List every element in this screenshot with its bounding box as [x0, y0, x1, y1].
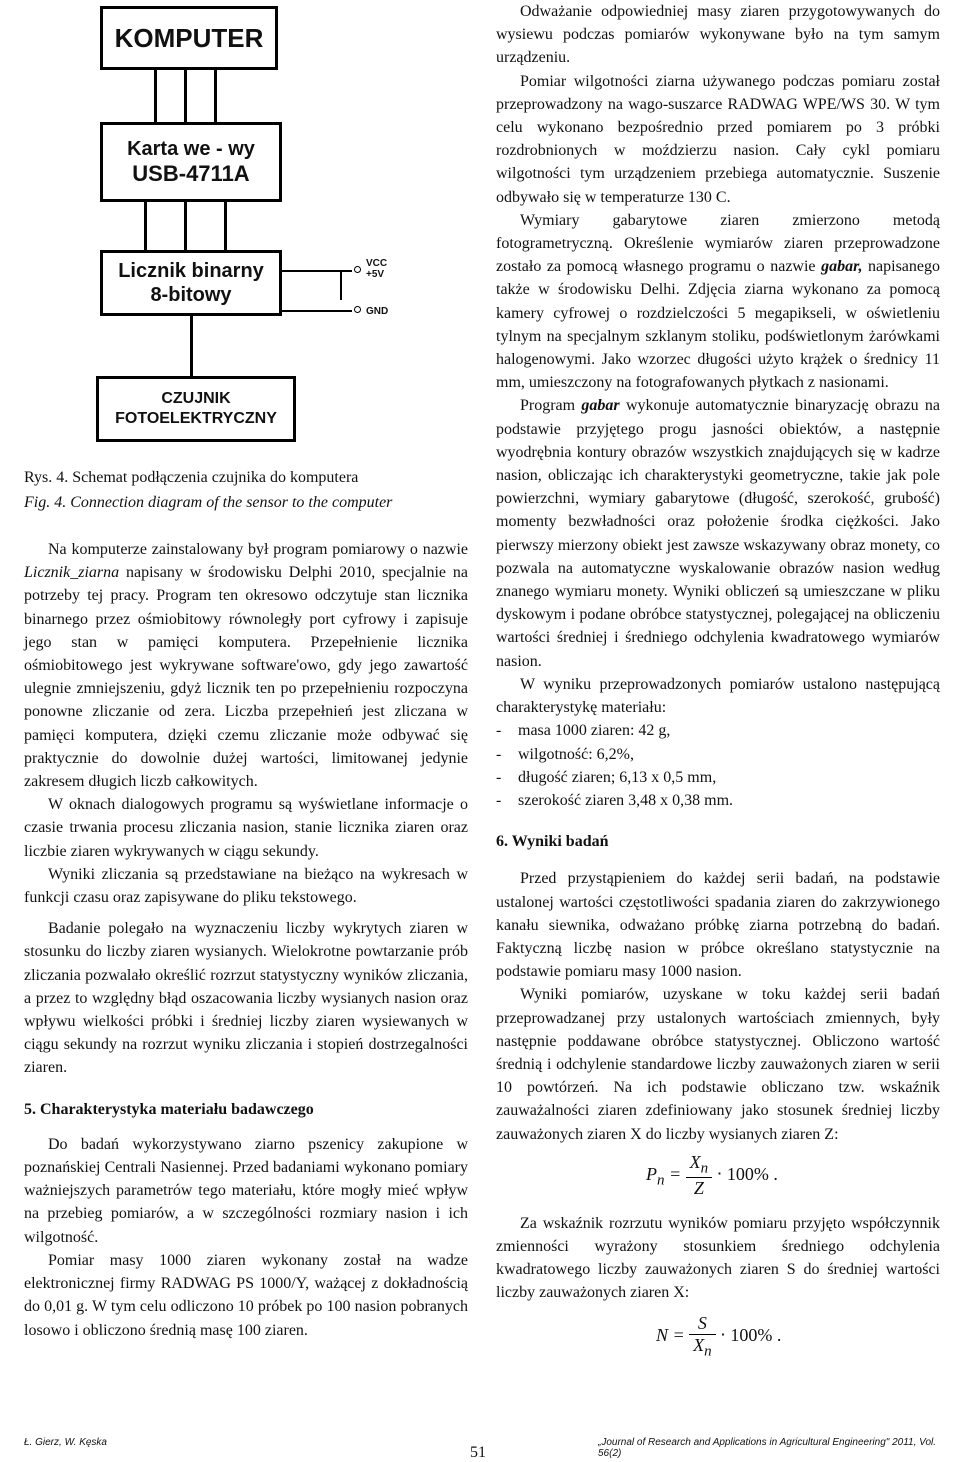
paragraph: Pomiar masy 1000 ziaren wykonany został na wadze elektronicznej firmy RADWAG PS 1000/Y, ważącej z dokładnością do 0,01 g. W tym celu odliczono 10 próbek po 100 nasion pobranych losowo i obliczono średnią masę 100 ziaren.: [24, 1251, 468, 1339]
gnd-label: GND: [366, 306, 389, 317]
sensor-label-2: FOTOELEKTRYCZNY: [115, 410, 277, 427]
connector-line: [184, 70, 187, 122]
footer-journal: „Journal of Research and Applications in Agricultural Engineering" 2011, Vol. 56(2): [598, 1437, 937, 1459]
list-item: - wilgotność: 6,2%,: [496, 743, 940, 766]
paragraph: W wyniku przeprowadzonych pomiarów ustalono następującą charakterystykę materiału:: [496, 675, 940, 717]
vcc-wire: [340, 270, 342, 300]
connector-line: [154, 70, 157, 122]
connection-diagram: [96, 0, 436, 445]
connector-line: [214, 70, 217, 122]
io-card-label-1: Karta we - wy: [127, 138, 255, 160]
formula-n: N = $\frac{S}{X_n}$ ⋅ 100% .: [656, 1312, 782, 1360]
vcc-wire: [340, 270, 352, 272]
footer-authors: Ł. Gierz, W. Kęska: [24, 1437, 107, 1448]
paragraph: Wyniki zliczania są przedstawiane na bieżąco na wykresach w funkcji czasu oraz zapisywane do pliku tekstowego.: [24, 865, 468, 907]
connector-line: [224, 202, 227, 250]
gnd-terminal: [354, 306, 361, 313]
list-item: - masa 1000 ziaren: 42 g,: [496, 719, 940, 742]
right-column: [496, 0, 940, 1373]
paragraph: Przed przystąpieniem do każdej serii badań, na podstawie ustalonej wartości częstotliwości spadania ziaren do zakrzywionego kanału siewnika, odważano próbkę ziarna potrzebną do badań. Faktyczną liczbę nasion w próbce określano statystycznie na podstawie pomiaru masy 1000 nasion.: [496, 870, 940, 981]
page-number: 51: [470, 1444, 486, 1461]
left-column: [24, 538, 468, 1342]
sensor-label-1: CZUJNIK: [161, 390, 231, 407]
paragraph: Na komputerze zainstalowany był program pomiarowy o nazwie Licznik_ziarna napisany w środowisku Delphi 2010, specjalnie na potrzeby tej pracy. Program ten okresowo odczytuje stan licznika binarnego przez ośmiobitowy równoległy port cyfrowy i zapisuje jego stan w pamięci komputera. Przepełnienie licznika ośmiobitowego jest wykrywane software'owo, gdy jego zawartość ulegnie zmniejszeniu, gdyż licznik ten po przepełnieniu rozpoczyna ponowne zliczanie od zera. Liczba przepełnień jest zliczana w pamięci komputera, dzięki czemu zliczanie może odbywać się praktycznie do dowolnie dużej wartości, limitowanej jedynie zakresem długich liczb całkowitych.: [24, 541, 468, 791]
vcc-terminal: [354, 266, 361, 273]
connector-line: [144, 202, 147, 250]
paragraph: Pomiar wilgotności ziarna używanego podczas pomiaru został przeprowadzony na wago-suszarce RADWAG WPE/WS 30. W tym celu wykonano bezpośrednio przed pomiarem po 3 próbki rozdrobnionych w moździerzu nasion. Cały cykl pomiaru wilgotności tym urządzeniem przebiega automatycznie. Suszenie odbywało się w temperaturze 130 C.: [496, 72, 940, 206]
figure-caption-en: Fig. 4. Connection diagram of the sensor to the computer: [24, 494, 393, 511]
paragraph: Do badań wykorzystywano ziarno pszenicy zakupione w poznańskiej Centrali Nasiennej. Przed badaniami wykonano pomiary ważniejszych parametrów tego materiału, które mogły mieć wpływ na przebieg pomiarów, a w szczególności rozmiary nasion i ich wilgotność.: [24, 1135, 468, 1246]
paragraph: Wyniki pomiarów, uzyskane w toku każdej serii badań przeprowadzanej przy ustalonych wartościach zmiennych, były następnie poddawane obróbce statystycznej. Obliczono wartość średnią i odchylenie standardowe liczby zauważonych ziaren w serii 10 powtórzeń. Na ich podstawie obliczano tzw. wskaźnik zauważalności ziaren zdefiniowany jako stosunek średniej liczby zauważonych ziaren X do liczby wysianych ziaren Z:: [496, 986, 940, 1143]
paragraph: Wymiary gabarytowe ziaren zmierzono metodą fotogrametryczną. Określenie wymiarów ziaren przeprowadzone zostało za pomocą własnego programu o nazwie gabar, napisanego także w środowisku Delhi. Zdjęcia ziarna wykonano za pomocą kamery cyfrowej o rozdzielczości 5 megapikseli, w oświetleniu tylnym na specjalnym szklanym stoliku, podświetlonym żarówkami halogenowymi. Jako wzorzec długości użyto krążek o średnicy 11 mm, umieszczony na fotografowanych płytkach z nasionami.: [496, 211, 940, 392]
sensor-box: [96, 376, 296, 442]
list-item: - szerokość ziaren 3,48 x 0,38 mm.: [496, 789, 940, 812]
list-item: - długość ziaren; 6,13 x 0,5 mm,: [496, 766, 940, 789]
binary-counter-label-1: Licznik binarny: [118, 260, 264, 282]
binary-counter-label-2: 8-bitowy: [150, 284, 232, 306]
paragraph: Za wskaźnik rozrzutu wyników pomiaru przyjęto współczynnik zmienności wyrażony stosunkiem średniego odchylenia kwadratowego liczby zauważonych ziaren S do średniej wartości liczby zauważonych ziaren X:: [496, 1214, 940, 1302]
plus5v-label: +5V: [366, 269, 385, 280]
computer-label: KOMPUTER: [114, 22, 264, 53]
connector-line: [184, 202, 187, 250]
connector-line: [190, 316, 193, 376]
program-name: gabar: [581, 397, 620, 415]
figure-caption-pl: Rys. 4. Schemat podłączenia czujnika do komputera: [24, 469, 359, 486]
formula-pn: $P_n$ = $\frac{X_n}{Z}$ ⋅ 100% .: [646, 1151, 778, 1199]
section-heading-5: 5. Charakterystyka materiału badawczego: [24, 1100, 314, 1118]
paragraph: Odważanie odpowiedniej masy ziaren przygotowywanych do wysiewu podczas pomiarów wykonywane było na tym samym urządzeniu.: [496, 3, 940, 67]
gnd-wire: [282, 310, 352, 312]
section-heading-6: 6. Wyniki badań: [496, 833, 609, 851]
paragraph: Program gabar wykonuje automatycznie binaryzację obrazu na podstawie przyjętego progu jasności obiektów, a następnie wyodrębnia kontury obrazów wszystkich znajdujących się w kadrze nasion, obliczając ich charakterystyki geometryczne, takie jak pole powierzchni, wymiary gabarytowe (długość, szerokość, grubość) momenty bezwładności oraz położenie środka ciężkości. Jako pierwszy mierzony obiekt jest zawsze wskazywany obraz monety, co pozwala na automatyczne wyskalowanie obrazów nasion według znanego wymiaru monety. Wyniki obliczeń są umieszczane w pliku dyskowym i podane obróbce statystycznej, polegającej na obliczeniu wartości średniej i średniego odchylenia kwadratowego wymiarów nasion.: [496, 397, 940, 670]
paragraph: Badanie polegało na wyznaczeniu liczby wykrytych ziaren w stosunku do liczby ziaren wysianych. Wielokrotne powtarzanie prób zliczania pozwalało określić rozrzut statystyczny wyników zliczania, a przez to względny błąd oszacowania liczby wysianych nasion oraz wpływu wielkości próbki i średniej liczby ziaren wysiewanych w ciągu sekundy na rozrzut wyniku zliczania i stopień dostrzegalności ziaren.: [24, 920, 468, 1077]
paragraph: W oknach dialogowych programu są wyświetlane informacje o czasie trwania procesu zliczania nasion, stanie licznika ziaren oraz liczbie ziaren wykrywanych w ciągu sekundy.: [24, 796, 468, 860]
program-name: gabar,: [821, 258, 863, 276]
binary-counter-box: [100, 250, 282, 316]
vcc-wire: [282, 270, 342, 272]
io-card-label-2: USB-4711A: [132, 161, 250, 186]
program-name: Licznik_ziarna: [24, 564, 120, 582]
material-characteristics-list: [496, 719, 940, 812]
computer-box: [100, 6, 278, 70]
io-card-box: [100, 122, 282, 202]
vcc-label: VCC: [366, 258, 388, 269]
